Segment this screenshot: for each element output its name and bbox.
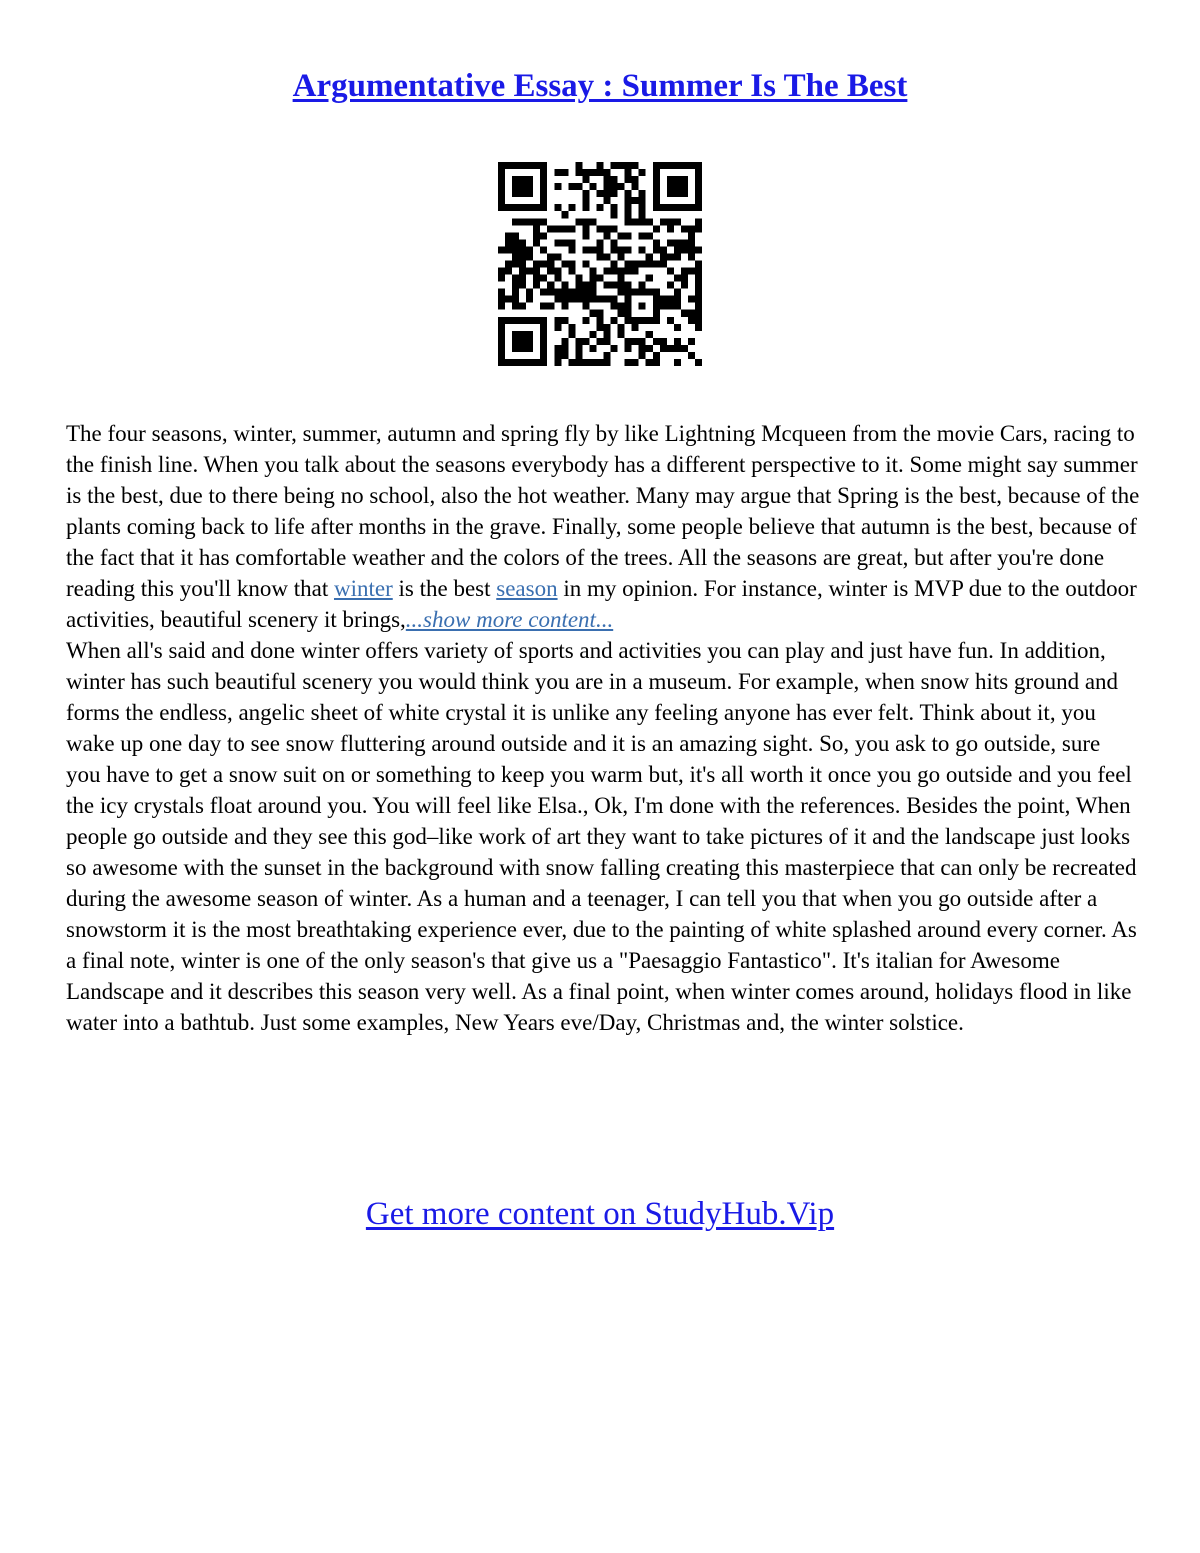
paragraph-1-text-end: in my opinion. For instance, winter is MVP due to the outdoor activities, beautiful scenery it brings, <box>66 576 1137 632</box>
page-title <box>0 64 1200 108</box>
paragraph-1-text-mid: is the best <box>392 576 497 601</box>
essay-paragraph-2: When all's said and done winter offers variety of sports and activities you can play and just have fun. In addition, winter has such beautiful scenery you would think you are in a museum. For example, when snow hits ground and forms the endless, angelic sheet of white crystal it is unlike any feeling anyone has ever felt. Think about it, you wake up one day to see snow fluttering around outside and it is an amazing sight. So, you ask to go outside, sure you have to get a snow suit on or something to keep you warm but, it's all worth it once you go outside and you feel the icy crystals float around you. You will feel like Elsa., Ok, I'm done with the references. Besides the point, When people go outside and they see this god–like work of art they want to take pictures of it and the landscape just looks so awesome with the sunset in the background with snow falling creating this masterpiece that can only be recreated during the awesome season of winter. As a human and a teenager, I can tell you that when you go outside after a snowstorm it is the most breathtaking experience ever, due to the painting of white splashed around every corner. As a final note, winter is one of the only season's that give us a "Paesaggio Fantastico". It's italian for Awesome Landscape and it describes this season very well. As a final point, when winter comes around, holidays flood in like water into a bathtub. Just some examples, New Years eve/Day, Christmas and, the winter solstice. <box>66 638 1137 1035</box>
qr-code-icon <box>498 162 702 366</box>
season-link[interactable]: season <box>496 576 558 601</box>
footer <box>0 1192 1200 1236</box>
title-link[interactable]: Argumentative Essay : Summer Is The Best <box>292 68 908 104</box>
paragraph-1-text: The four seasons, winter, summer, autumn and spring fly by like Lightning Mcqueen from the movie Cars, racing to the finish line. When you talk about the seasons everybody has a different perspective to it. Some might say summer is the best, due to there being no school, also the hot weather. Many may argue that Spring is the best, because of the plants coming back to life after months in the grave. Finally, some people believe that autumn is the best, because of the fact that it has comfortable weather and the colors of the trees. All the seasons are great, but after you're done reading this you'll know that <box>66 421 1140 601</box>
studyhub-link[interactable]: Get more content on StudyHub.Vip <box>365 1196 835 1232</box>
qr-code <box>498 162 702 366</box>
essay-paragraph-1 <box>66 418 1140 635</box>
show-more-link[interactable]: ...show more content... <box>405 607 614 632</box>
winter-link[interactable]: winter <box>333 576 393 601</box>
essay-body <box>66 418 1140 1038</box>
